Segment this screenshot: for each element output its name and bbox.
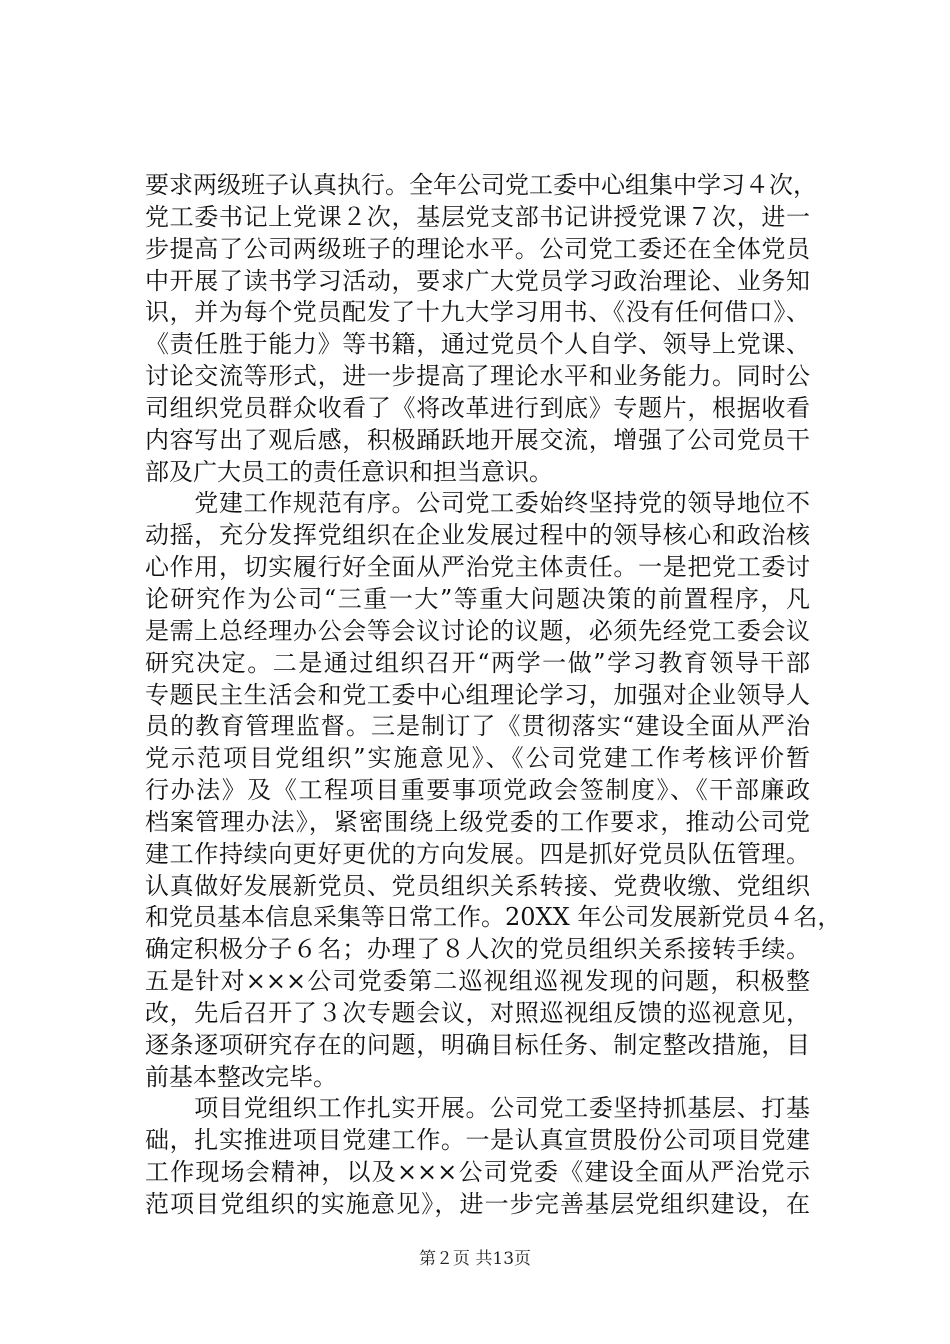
text-line: 工作现场会精神，以及×××公司党委《建设全面从严治党示 xyxy=(145,1158,810,1187)
text-line: 项目党组织工作扎实开展。公司党工委坚持抓基层、打基 xyxy=(145,1094,810,1123)
text-line: 专题民主生活会和党工委中心组理论学习，加强对企业领导人 xyxy=(145,680,810,709)
text-line: 研究决定。二是通过组织召开“两学一做”学习教育领导干部 xyxy=(145,648,810,677)
text-line: 建工作持续向更好更优的方向发展。四是抓好党员队伍管理。 xyxy=(145,839,810,868)
text-line: 党示范项目党组织”实施意见》、《公司党建工作考核评价暂 xyxy=(145,744,810,773)
text-line: 档案管理办法》，紧密围绕上级党委的工作要求，推动公司党 xyxy=(145,807,810,836)
paragraph xyxy=(145,170,817,488)
text-line: 党建工作规范有序。公司党工委始终坚持党的领导地位不 xyxy=(145,489,810,518)
text-line: 要求两级班子认真执行。全年公司党工委中心组集中学习４次， xyxy=(145,171,817,199)
text-line: 心作用，切实履行好全面从严治党主体责任。一是把党工委讨 xyxy=(145,553,810,582)
text-line: 《责任胜于能力》等书籍，通过党员个人自学、领导上党课、 xyxy=(145,330,810,359)
text-line: 行办法》及《工程项目重要事项党政会签制度》、《干部廉政 xyxy=(145,776,810,805)
text-line: 是需上总经理办公会等会议讨论的议题，必须先经党工委会议 xyxy=(145,616,810,645)
text-line: 和党员基本信息采集等日常工作。20XX 年公司发展新党员４名， xyxy=(145,903,842,932)
text-line: 党工委书记上党课２次，基层党支部书记讲授党课７次，进一 xyxy=(145,202,810,231)
text-line: 础，扎实推进项目党建工作。一是认真宣贯股份公司项目党建 xyxy=(145,1126,810,1155)
paragraph xyxy=(145,488,842,1093)
text-line: 认真做好发展新党员、党员组织关系转接、党费收缴、党组织 xyxy=(145,871,810,900)
text-line: 部及广大员工的责任意识和担当意识。 xyxy=(145,457,553,486)
text-line: 确定积极分子６名；办理了８人次的党员组织关系接转手续。 xyxy=(145,935,810,964)
text-line: 讨论交流等形式，进一步提高了理论水平和业务能力。同时公 xyxy=(145,362,810,391)
text-line: 五是针对×××公司党委第二巡视组巡视发现的问题，积极整 xyxy=(145,967,810,996)
text-line: 前基本整改完毕。 xyxy=(145,1062,337,1091)
text-line: 识，并为每个党员配发了十九大学习用书、《没有任何借口》、 xyxy=(145,298,810,327)
text-line: 员的教育管理监督。三是制订了《贯彻落实“建设全面从严治 xyxy=(145,712,810,741)
text-line: 动摇，充分发挥党组织在企业发展过程中的领导核心和政治核 xyxy=(145,521,810,550)
text-line: 论研究作为公司“三重一大”等重大问题决策的前置程序，凡 xyxy=(145,584,810,613)
text-line: 司组织党员群众收看了《将改革进行到底》专题片，根据收看 xyxy=(145,393,810,422)
text-line: 中开展了读书学习活动，要求广大党员学习政治理论、业务知 xyxy=(145,266,810,295)
text-line: 步提高了公司两级班子的理论水平。公司党工委还在全体党员 xyxy=(145,234,810,263)
text-line: 改，先后召开了３次专题会议，对照巡视组反馈的巡视意见， xyxy=(145,998,810,1027)
document-body xyxy=(145,170,842,1221)
text-line: 内容写出了观后感，积极踊跃地开展交流，增强了公司党员干 xyxy=(145,425,810,454)
text-line: 范项目党组织的实施意见》，进一步完善基层党组织建设，在 xyxy=(145,1190,810,1218)
text-line: 逐条逐项研究存在的问题，明确目标任务、制定整改措施，目 xyxy=(145,1030,810,1059)
paragraph xyxy=(145,1093,810,1220)
page-footer: 第２页 共13页 xyxy=(418,1249,532,1269)
